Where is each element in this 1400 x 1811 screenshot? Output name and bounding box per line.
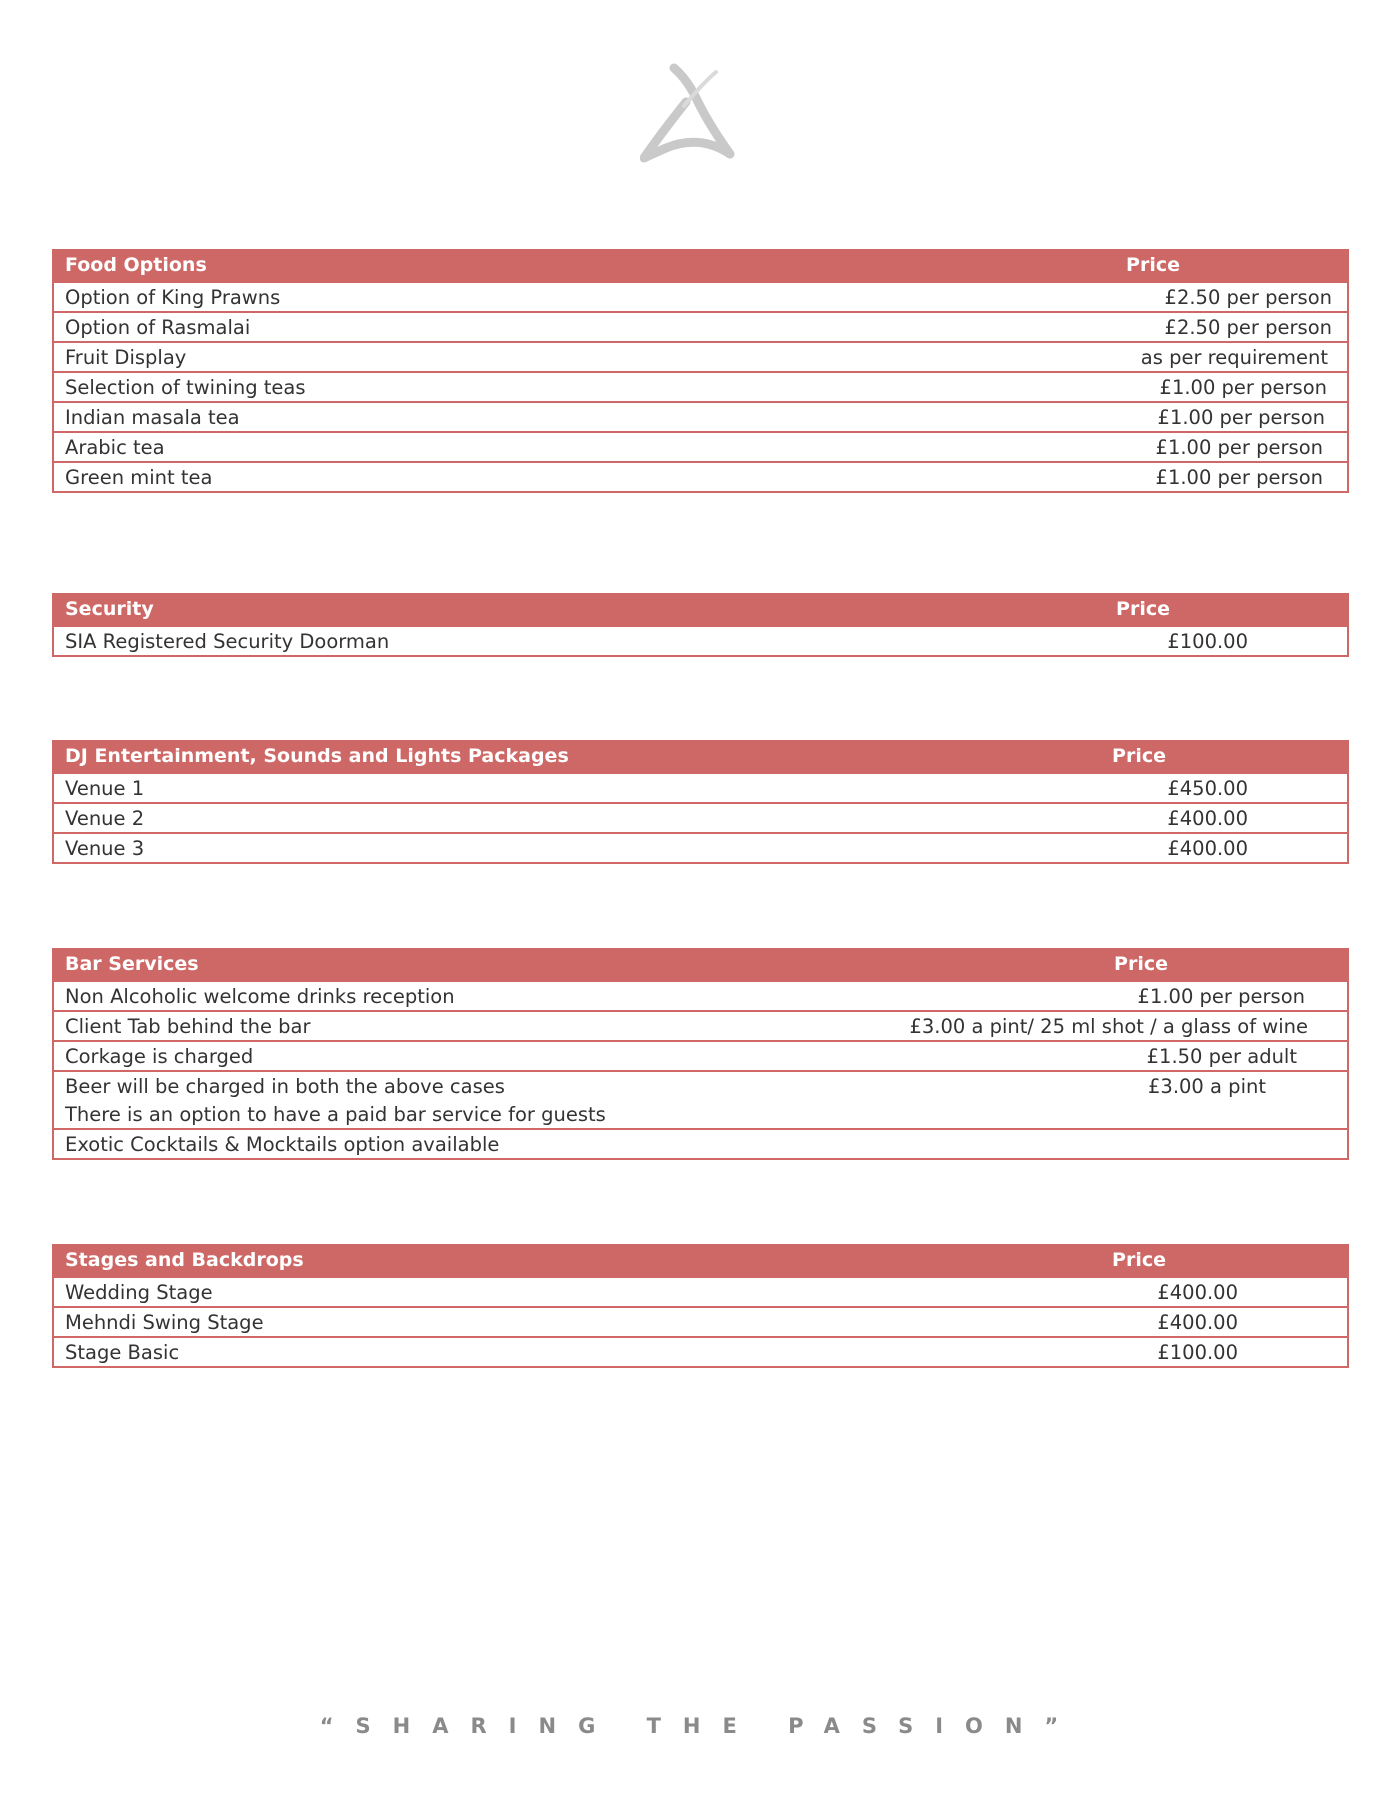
item-price: £400.00	[1157, 1280, 1238, 1304]
item-name: Venue 2	[65, 806, 145, 830]
item-name: Venue 3	[65, 836, 145, 860]
item-name: Option of King Prawns	[65, 285, 281, 309]
table-row	[54, 980, 1347, 1010]
item-name: Selection of twining teas	[65, 375, 306, 399]
item-price: £400.00	[1167, 836, 1248, 860]
security-table	[52, 593, 1349, 657]
table-row	[54, 772, 1347, 802]
item-price: £400.00	[1167, 806, 1248, 830]
item-name: Non Alcoholic welcome drinks reception	[65, 984, 455, 1008]
item-price: £450.00	[1167, 776, 1248, 800]
item-name: Wedding Stage	[65, 1280, 213, 1304]
item-name: Client Tab behind the bar	[65, 1014, 311, 1038]
price-column-header: Price	[1112, 745, 1166, 767]
table-header	[54, 1244, 1347, 1276]
table-title: DJ Entertainment, Sounds and Lights Packages	[65, 745, 569, 767]
food-options-table	[52, 249, 1349, 493]
item-name: Venue 1	[65, 776, 145, 800]
item-price: £3.00 a pint/ 25 ml shot / a glass of wine	[909, 1014, 1308, 1038]
item-price: as per requirement	[1140, 345, 1328, 369]
table-row	[54, 1040, 1347, 1070]
table-row	[54, 281, 1347, 311]
table-row	[54, 461, 1347, 491]
table-row	[54, 802, 1347, 832]
table-row	[54, 1128, 1347, 1158]
triangle-swoosh-logo-icon	[640, 62, 750, 172]
item-name: Mehndi Swing Stage	[65, 1310, 264, 1334]
item-price: £1.50 per adult	[1146, 1044, 1297, 1068]
bar-services-table	[52, 948, 1349, 1160]
item-name: Fruit Display	[65, 345, 187, 369]
item-name: SIA Registered Security Doorman	[65, 629, 390, 653]
item-price: £400.00	[1157, 1310, 1238, 1334]
table-row	[54, 832, 1347, 862]
table-row	[54, 1306, 1347, 1336]
table-row	[54, 401, 1347, 431]
table-row	[54, 431, 1347, 461]
table-row	[54, 1276, 1347, 1306]
table-title: Bar Services	[65, 953, 199, 975]
table-row	[54, 625, 1347, 655]
item-name: Arabic tea	[65, 435, 165, 459]
table-header	[54, 740, 1347, 772]
table-title: Security	[65, 598, 154, 620]
stages-backdrops-table	[52, 1244, 1349, 1368]
item-price: £3.00 a pint	[1148, 1074, 1266, 1098]
price-column-header: Price	[1126, 254, 1180, 276]
item-price: £2.50 per person	[1164, 285, 1332, 309]
item-price: £1.00 per person	[1159, 375, 1327, 399]
table-title: Stages and Backdrops	[65, 1249, 304, 1271]
table-header	[54, 249, 1347, 281]
item-name: Indian masala tea	[65, 405, 240, 429]
item-price: £1.00 per person	[1155, 465, 1323, 489]
table-row	[54, 371, 1347, 401]
item-price: £100.00	[1167, 629, 1248, 653]
table-row	[54, 1336, 1347, 1366]
price-column-header: Price	[1114, 953, 1168, 975]
item-price: £100.00	[1157, 1340, 1238, 1364]
price-column-header: Price	[1112, 1249, 1166, 1271]
table-row	[54, 311, 1347, 341]
item-price: £2.50 per person	[1164, 315, 1332, 339]
item-note: There is an option to have a paid bar service for guests	[65, 1102, 606, 1126]
price-column-header: Price	[1116, 598, 1170, 620]
item-name: Beer will be charged in both the above cases	[65, 1074, 505, 1098]
item-name: Green mint tea	[65, 465, 213, 489]
table-title: Food Options	[65, 254, 207, 276]
item-price: £1.00 per person	[1137, 984, 1305, 1008]
item-name: Corkage is charged	[65, 1044, 254, 1068]
footer-tagline: “SHARING THE PASSION”	[319, 1714, 1081, 1738]
item-name: Stage Basic	[65, 1340, 180, 1364]
table-row	[54, 1070, 1347, 1128]
item-name: Option of Rasmalai	[65, 315, 251, 339]
table-row	[54, 1010, 1347, 1040]
table-row	[54, 341, 1347, 371]
dj-packages-table	[52, 740, 1349, 864]
item-price: £1.00 per person	[1155, 435, 1323, 459]
item-name: Exotic Cocktails & Mocktails option available	[65, 1132, 500, 1156]
table-header	[54, 948, 1347, 980]
item-price: £1.00 per person	[1157, 405, 1325, 429]
table-header	[54, 593, 1347, 625]
